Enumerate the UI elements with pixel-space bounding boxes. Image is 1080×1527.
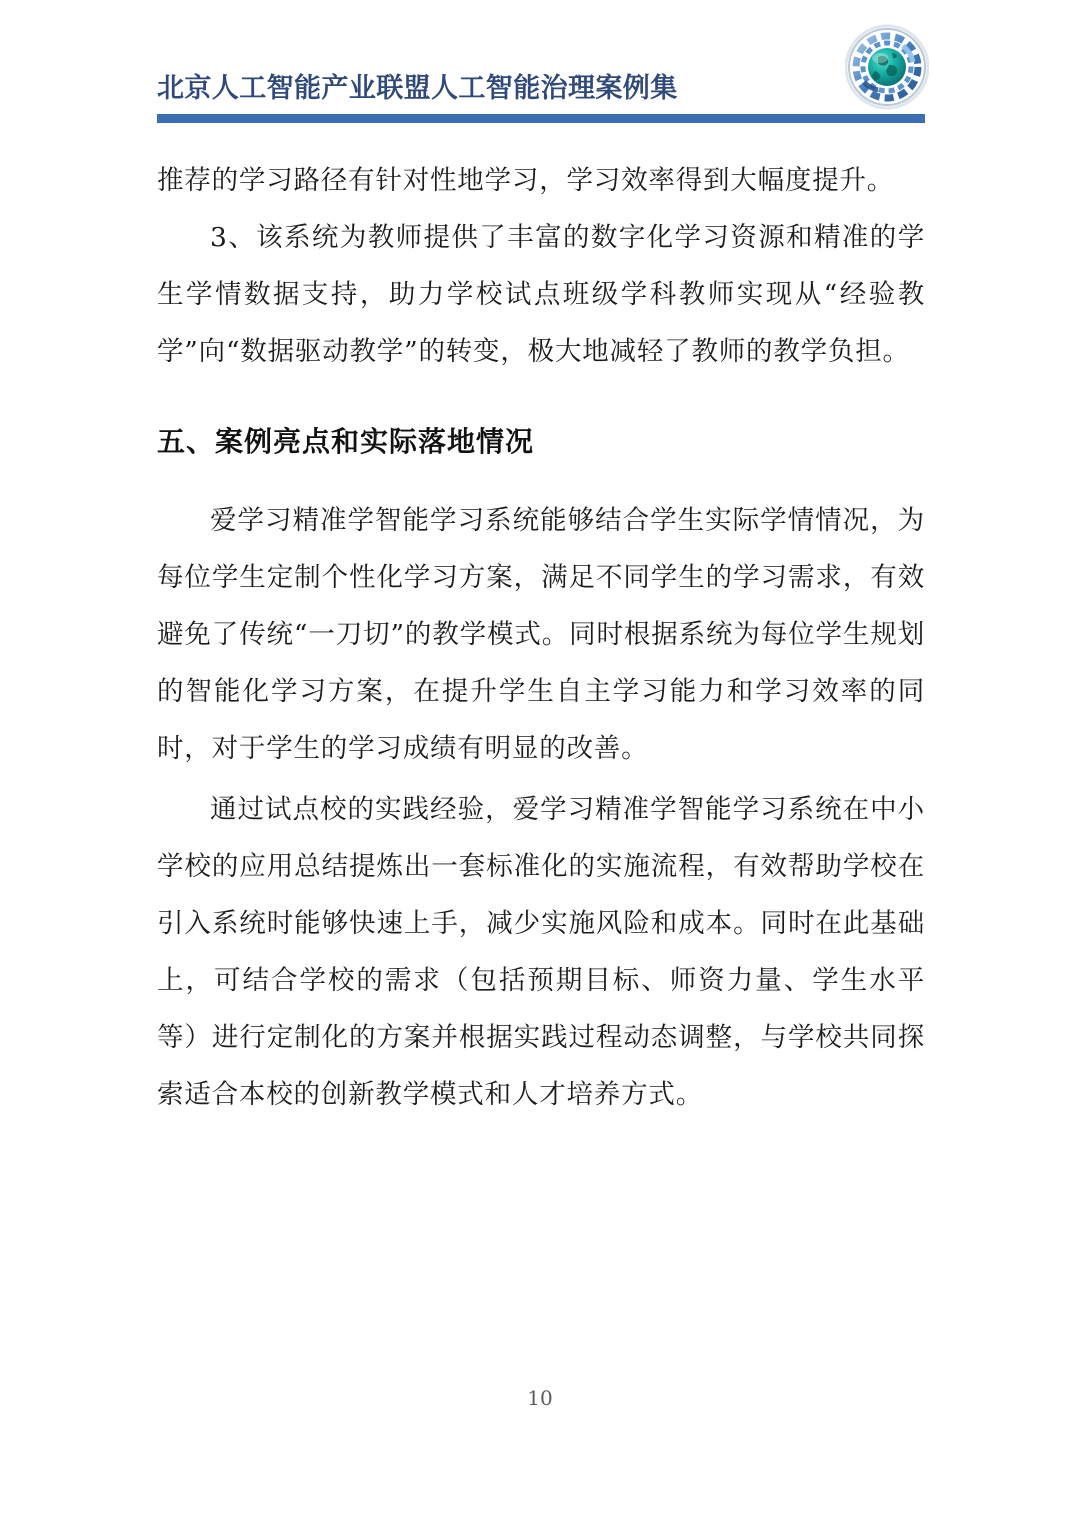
paragraph-item-3: 3、该系统为教师提供了丰富的数字化学习资源和精准的学生学情数据支持，助力学校试点班级学科教师实现从“经验教学”向“数据驱动教学”的转变，极大地减轻了教师的教学负担。 <box>157 222 925 367</box>
page-number: 10 <box>527 1386 553 1410</box>
header-divider-rule <box>157 114 925 123</box>
paragraph-practice: 通过试点校的实践经验，爱学习精准学智能学习系统在中小学校的应用总结提炼出一套标准化的实施流程，有效帮助学校在引入系统时能够快速上手，减少实施风险和成本。同时在此基础上，可结合学校的需求（包括预期目标、师资力量、学生水平等）进行定制化的方案并根据实践过程动态调整，与学校共同探索适合本校的创新教学模式和人才培养方式。 <box>157 794 925 1110</box>
section-heading-five: 五、案例亮点和实际落地情况 <box>157 425 535 458</box>
heading-spacer <box>157 478 925 492</box>
globe-emblem-logo <box>845 24 929 110</box>
paragraph-continued: 推荐的学习路径有针对性地学习，学习效率得到大幅度提升。 <box>157 165 895 196</box>
header-title: 北京人工智能产业联盟人工智能治理案例集 <box>157 73 678 104</box>
page-body <box>157 152 925 1123</box>
paragraph-highlights: 爱学习精准学智能学习系统能够结合学生实际学情情况，为每位学生定制个性化学习方案，满足不同学生的学习需求，有效避免了传统“一刀切”的教学模式。同时根据系统为每位学生规划的智能化学习方案，在提升学生自主学习能力和学习效率的同时，对于学生的学习成绩有明显的改善。 <box>157 505 925 764</box>
